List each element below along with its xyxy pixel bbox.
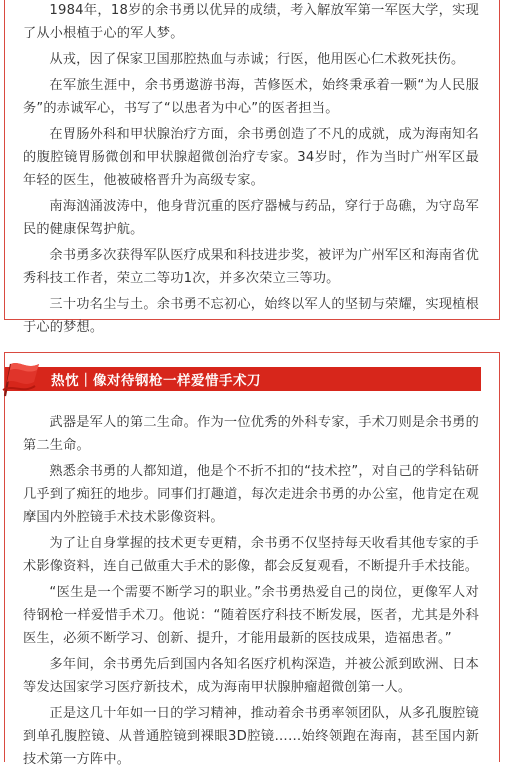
paragraph: 熟悉余书勇的人都知道，他是个不折不扣的“技术控”，对自己的学科钻研几乎到了痴狂的地步。同事们打趣道，每次走进余书勇的办公室，他肯定在观摩国内外腔镜手术技术影像资料。 [23,464,479,525]
paragraph: 余书勇多次获得军队医疗成果和科技进步奖，被评为广州军区和海南省优秀科技工作者，荣立二等功1次，并多次荣立三等功。 [23,248,479,286]
paragraph: 三十功名尘与土。余书勇不忘初心，始终以军人的坚韧与荣耀，实现植根于心的梦想。 [23,297,479,335]
paragraph: 在胃肠外科和甲状腺治疗方面，余书勇创造了不凡的成就，成为海南知名的腹腔镜胃肠微创和甲状腺超微创治疗专家。34岁时，作为当时广州军区最年轻的医生，他被破格晋升为高级专家。 [23,127,479,188]
paragraph: 在军旅生涯中，余书勇遨游书海，苦修医术，始终秉承着一颗“为人民服务”的赤诚军心，书写了“以患者为中心”的医者担当。 [23,78,479,116]
article-section-two [4,352,500,767]
paragraph: 多年间，余书勇先后到国内各知名医疗机构深造，并被公派到欧洲、日本等发达国家学习医疗新技术，成为海南甲状腺肿瘤超微创第一人。 [23,657,479,695]
paragraph: 武器是军人的第二生命。作为一位优秀的外科专家，手术刀则是余书勇的第二生命。 [23,415,479,453]
section-header-bar [5,367,481,391]
article-section-one [4,0,500,335]
paragraph: “医生是一个需要不断学习的职业。”余书勇热爱自己的岗位，更像军人对待钢枪一样爱惜手术刀。他说：“随着医疗科技不断发展，医者，尤其是外科医生，必须不断学习、创新、提升，才能用最新的医技成果，造福患者。” [23,585,479,646]
paragraph: 正是这几十年如一日的学习精神，推动着余书勇率领团队，从多孔腹腔镜到单孔腹腔镜、从普通腔镜到裸眼3D腔镜……始终领跑在海南，甚至国内新技术第一方阵中。 [23,706,479,767]
section-two-body [5,391,499,771]
paragraph: 南海汹涌波涛中，他身背沉重的医疗器械与药品，穿行于岛礁，为守岛军民的健康保驾护航。 [23,199,479,237]
paragraph: 1984年，18岁的余书勇以优异的成绩，考入解放军第一军医大学，实现了从小根植于心的军人梦。 [23,3,479,41]
paragraph: 从戎，因了保家卫国那腔热血与赤诚；行医，他用医心仁术救死扶伤。 [49,52,465,67]
section-one-body [5,0,499,339]
section-header-title: 热忱｜像对待钢枪一样爱惜手术刀 [51,373,261,389]
paragraph: 为了让自身掌握的技术更专更精，余书勇不仅坚持每天收看其他专家的手术影像资料，连自己做重大手术的影像，都会反复观看，不断提升手术技能。 [23,536,479,574]
red-flag-icon [1,360,43,398]
